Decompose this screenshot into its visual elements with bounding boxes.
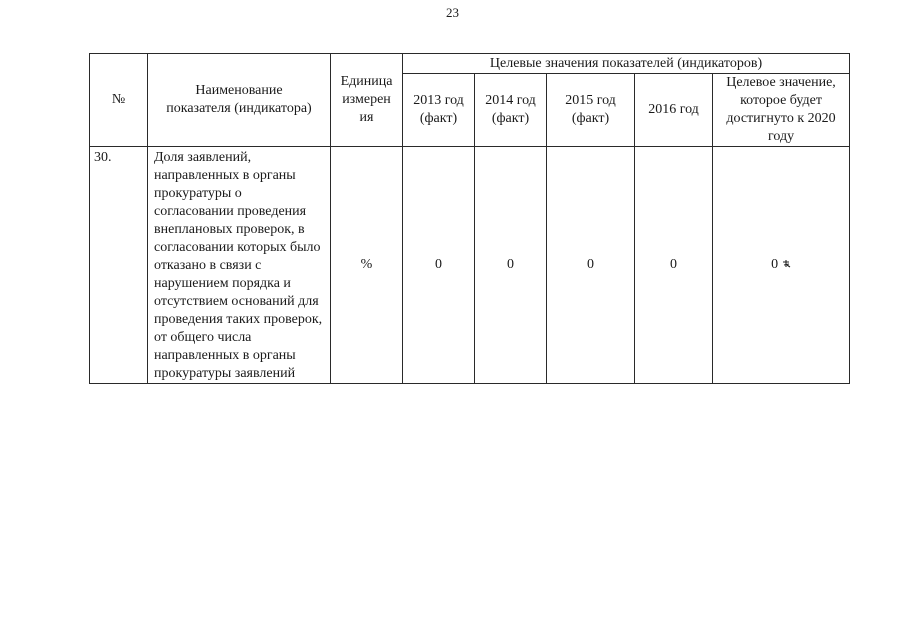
handwritten-mark-icon	[779, 259, 791, 271]
header-target-2020	[713, 74, 850, 147]
header-year-2016-label: 2016 год	[648, 102, 699, 117]
header-year-2015-label: 2015 год (факт)	[565, 93, 616, 126]
value-2016: 0	[670, 257, 677, 272]
indicators-table	[89, 53, 850, 384]
value-2014-cell	[475, 147, 547, 384]
header-indicator-name	[148, 54, 331, 147]
row-number-cell	[90, 147, 148, 384]
header-target-values-group	[403, 54, 850, 74]
header-year-2014	[475, 74, 547, 147]
row-indicator-name-cell	[148, 147, 331, 384]
value-2015-cell	[547, 147, 635, 384]
table-row	[90, 147, 850, 384]
value-2020-target-cell	[713, 147, 850, 384]
value-2013-cell	[403, 147, 475, 384]
row-unit: %	[360, 257, 373, 272]
header-unit-label: Единица измерения	[340, 74, 393, 125]
value-2016-cell	[635, 147, 713, 384]
header-year-2014-label: 2014 год (факт)	[485, 93, 536, 126]
header-target-2020-label: Целевое значение, которое будет достигнуто к 2020 году	[726, 75, 836, 144]
value-2014: 0	[507, 257, 514, 272]
value-2020-target: 0	[771, 257, 779, 272]
row-number: 30.	[94, 150, 112, 165]
header-indicator-name-label: Наименование показателя (индикатора)	[166, 83, 312, 116]
header-number-label: №	[111, 92, 126, 107]
header-year-2013-label: 2013 год (факт)	[413, 93, 464, 126]
header-year-2016	[635, 74, 713, 147]
row-indicator-name: Доля заявлений, направленных в органы прокуратуры о согласовании проведения внеплановых проверок, в согласовании которых было отказано в связи с нарушением порядка и отсутствием оснований для проведения таких проверок, от общего числа направленных в органы прокуратуры заявлений	[154, 150, 323, 381]
page-number: 23	[446, 5, 459, 20]
header-unit	[331, 54, 403, 147]
header-number	[90, 54, 148, 147]
header-target-values-label: Целевые значения показателей (индикаторов)	[489, 55, 763, 71]
handwritten-mark-svg	[782, 259, 791, 268]
header-year-2013	[403, 74, 475, 147]
value-2015: 0	[587, 257, 594, 272]
header-year-2015	[547, 74, 635, 147]
value-2013: 0	[435, 257, 442, 272]
row-unit-cell	[331, 147, 403, 384]
